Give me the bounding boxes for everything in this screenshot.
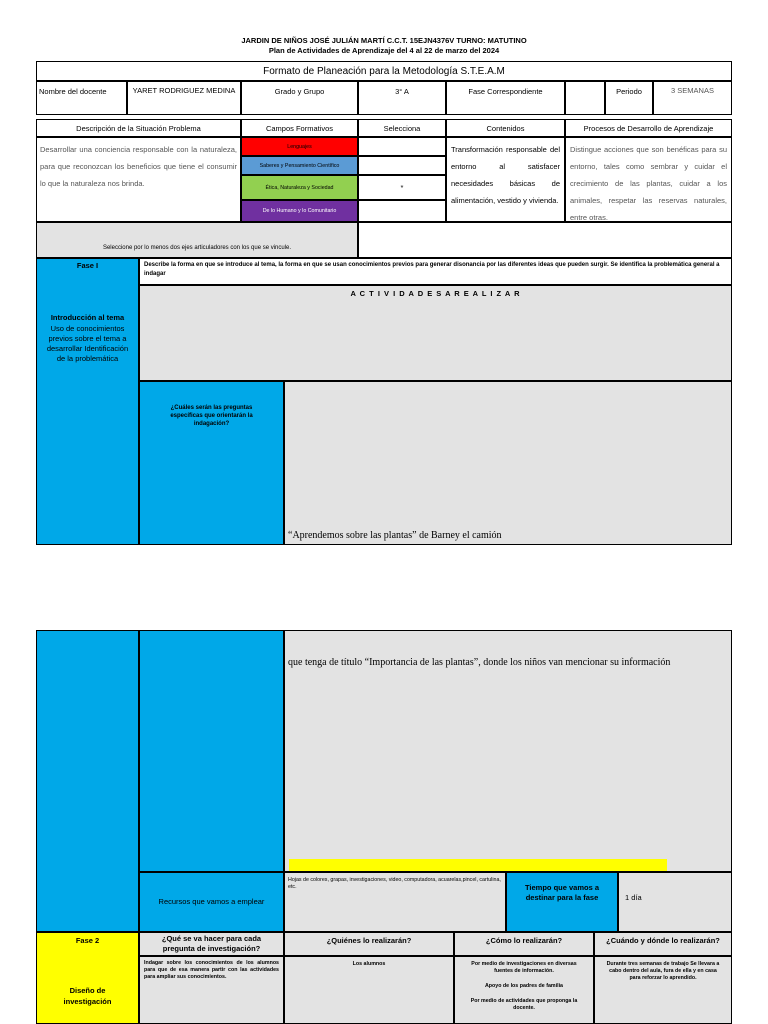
contenidos-header: Contenidos xyxy=(446,119,565,137)
fase2-side-title: Diseño de investigación xyxy=(63,986,112,1006)
quienes-text: Los alumnos xyxy=(284,956,454,1024)
docente-label: Nombre del docente xyxy=(36,81,127,115)
tiempo-label: Tiempo que vamos a destinar para la fase xyxy=(506,872,618,932)
quienes-header: ¿Quiénes lo realizarán? xyxy=(284,932,454,956)
como-cell xyxy=(454,956,594,1024)
fase1-side-continued xyxy=(36,630,139,932)
como-line: Por medio de investigaciones en diversas fuentes de información. xyxy=(471,961,577,974)
fase2-title: Fase 2 xyxy=(75,936,100,945)
campos-header: Campos Formativos xyxy=(241,119,358,137)
campo-lenguajes: Lenguajes xyxy=(241,137,358,156)
campo-humano: De lo Humano y lo Comunitario xyxy=(241,200,358,222)
grado-label: Grado y Grupo xyxy=(241,81,358,115)
que-header: ¿Qué se va hacer para cada pregunta de investigación? xyxy=(139,932,284,956)
fase-value xyxy=(565,81,605,115)
procesos-header: Procesos de Desarrollo de Aprendizaje xyxy=(565,119,732,137)
situacion-header: Descripción de la Situación Problema xyxy=(36,119,241,137)
questions-area-continued[interactable] xyxy=(284,630,732,872)
grado-value: 3° A xyxy=(358,81,446,115)
selecciona-humano[interactable] xyxy=(358,200,446,222)
cuando-text: Durante tres semanas de trabajo Se llevara a cabo dentro del aula, fura de ella y en casa para reforzar lo aprendido. xyxy=(594,956,732,1024)
selecciona-header: Selecciona xyxy=(358,119,446,137)
como-line: Por medio de actividades que proponga la docente. xyxy=(470,998,578,1011)
recursos-text: Hojas de colores, grapas, investigaciones, video, computadora, acuarelas,pincel, cartulina, etc. xyxy=(284,872,506,932)
como-line: Apoyo de los padres de familia xyxy=(484,983,563,989)
campo-saberes: Saberes y Pensamiento Científico xyxy=(241,156,358,175)
plan-dates: Plan de Actividades de Aprendizaje del 4 al 22 de marzo del 2024 xyxy=(268,46,500,55)
selecciona-saberes[interactable] xyxy=(358,156,446,175)
como-header: ¿Cómo lo realizarán? xyxy=(454,932,594,956)
contenidos-text: Transformación responsable del entorno al satisfacer necesidades básicas de alimentación, vestido y vivienda. xyxy=(446,137,565,222)
activity-text: “Aprendemos sobre las plantas” de Barney el camión xyxy=(288,530,502,541)
procesos-text: Distingue acciones que son benéficas para su entorno, tales como sembrar y cuidar el crecimiento de las plantas, cuidar a los animales, respetar las reservas naturales, entre otras. xyxy=(565,137,732,222)
fase-label: Fase Correspondiente xyxy=(446,81,565,115)
periodo-label: Periodo xyxy=(605,81,653,115)
periodo-value: 3 SEMANAS xyxy=(653,81,732,115)
recursos-label: Recursos que vamos a emplear xyxy=(139,872,284,932)
questions-label-continued xyxy=(139,630,284,872)
que-text: Indagar sobre los conocimientos de los alumnos para que de esa manera partir con las actividades para ampliar sus conocimientos. xyxy=(139,956,284,1024)
fase1-side-title: Introducción al tema xyxy=(50,313,125,322)
fase1-title: Fase I xyxy=(76,261,99,270)
selecciona-etica[interactable]: * xyxy=(358,175,446,200)
activities-header: A C T I V I D A D E S A R E A L I Z A R xyxy=(350,289,521,298)
ejes-input[interactable] xyxy=(358,222,732,258)
fase1-side-text: Uso de conocimientos previos sobre el tema a desarrollar Identificación de la problemática xyxy=(46,324,129,363)
fase1-description: Describe la forma en que se introduce al tema, la forma en que se usan conocimientos previos para generar disonancia por las diferentes ideas que pueden surgir. Se identifica la problemática general a indagar xyxy=(139,258,732,285)
highlight-bar xyxy=(289,859,667,871)
selecciona-lenguajes[interactable] xyxy=(358,137,446,156)
questions-label: ¿Cuáles serán las preguntas específicas que orientarán la indagación? xyxy=(139,381,284,545)
docente-value: YARET RODRIGUEZ MEDINA xyxy=(127,81,241,115)
cuando-header: ¿Cuándo y dónde lo realizarán? xyxy=(594,932,732,956)
fase1-side xyxy=(36,258,139,545)
tiempo-value: 1 día xyxy=(618,872,732,932)
situacion-text: Desarrollar una conciencia responsable con la naturaleza, para que reconozcan los beneficios que tiene el consumir lo que la naturaleza nos brinda. xyxy=(36,137,241,222)
ejes-label: Seleccione por lo menos dos ejes articuladores con los que se vincule. xyxy=(36,222,358,258)
activities-area[interactable] xyxy=(139,285,732,381)
school-header: JARDIN DE NIÑOS JOSÉ JULIÁN MARTÍ C.C.T. 15EJN4376V TURNO: MATUTINO xyxy=(241,36,527,45)
questions-area[interactable] xyxy=(284,381,732,545)
fase2-side xyxy=(36,932,139,1024)
campo-etica: Ética, Naturaleza y Sociedad xyxy=(241,175,358,200)
format-title: Formato de Planeación para la Metodología S.T.E.A.M xyxy=(36,61,732,81)
continued-text: que tenga de título “Importancia de las plantas”, donde los niños van mencionar su información xyxy=(288,657,671,668)
